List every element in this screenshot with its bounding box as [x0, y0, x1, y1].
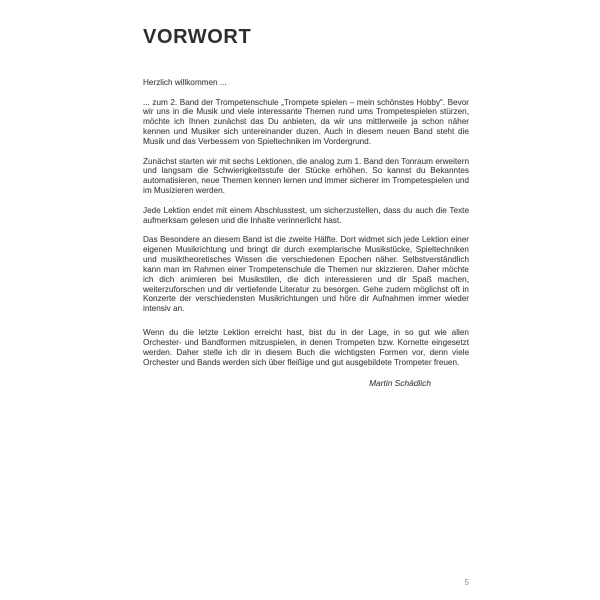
paragraph-2: Zunächst starten wir mit sechs Lektionen, die analog zum 1. Band den Tonraum erweitern und langsam die Schwierigkeitsstufe der Stücke erhöhen. So kannst du Bekanntes automatisieren, neue Themen kennen lernen und immer sicherer im Trompetespielen und im Musizieren werden. [143, 156, 469, 196]
page-title: VORWORT [143, 26, 252, 48]
paragraph-4: Das Besondere an diesem Band ist die zweite Hälfte. Dort widmet sich jede Lektion einer eigenen Musikrichtung und bringt dir durch exemplarische Musikstücke, Spieltechniken und musiktheoretisches Wissen die verschiedenen Epochen näher. Selbstverständlich kann man im Rahmen einer Trompetenschule die Themen nur skizzieren. Daher möchte ich dich animieren bei Musikstilen, die dich interessieren und dir Spaß machen, weiterzuforschen und dir vertiefende Literatur zu besorgen. Gehe zudem möglichst oft in Konzerte der verschiedensten Musikrichtungen und höre dir Aufnahmen immer wieder intensiv an. [143, 234, 469, 314]
page-content-column [143, 0, 469, 600]
paragraph-3: Jede Lektion endet mit einem Abschlusstest, um sicherzustellen, dass du auch die Texte aufmerksam gelesen und die Inhalte verinnerlicht hast. [143, 205, 469, 225]
paragraph-1: ... zum 2. Band der Trompetenschule „Trompete spielen – mein schönstes Hobby“. Bevor wir uns in die Musik und viele interessante Themen rund ums Trompetespielen stürzen, möchte ich Ihnen zunächst das Du anbieten, da wir uns mittlerweile ja schon näher kennen und Musiker sich untereinander duzen. Auch in diesem neuen Band steht die Musik und das Verbessern von Spieltechniken im Vordergrund. [143, 97, 469, 147]
greeting-line: Herzlich willkommen ... [143, 78, 227, 87]
paragraph-5: Wenn du die letzte Lektion erreicht hast, bist du in der Lage, in so gut wie allen Orchester- und Bandformen mitzuspielen, in denen Trompeten bzw. Kornette eingesetzt werden. Daher stelle ich dir in diesem Buch die wichtigsten Formen vor, denn viele Orchester und Bands werden sich über fleißige und gut ausgebildete Trompeter freuen. [143, 328, 469, 367]
author-signature: Martin Schädlich [369, 377, 431, 388]
page-number: 5 [464, 578, 469, 587]
